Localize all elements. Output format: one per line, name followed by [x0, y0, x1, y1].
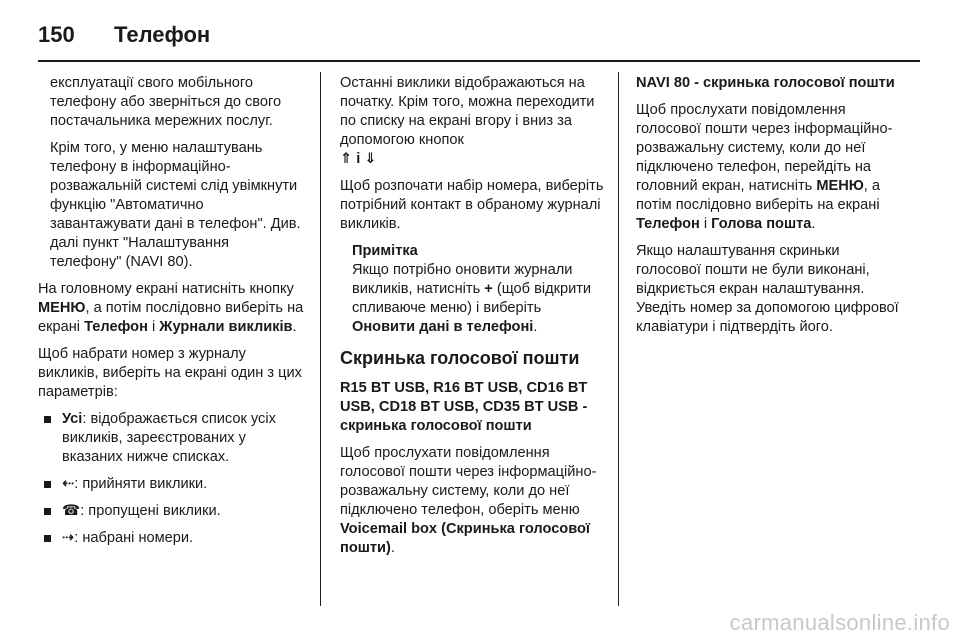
note-box	[340, 242, 606, 337]
list-item-all	[38, 410, 304, 467]
paragraph-continued: експлуатації свого мобільного телефону або зверніться до свого постачальника мережних послуг.	[50, 75, 282, 129]
paragraph-recent-calls	[340, 74, 606, 169]
text-run: (щоб відкрити спливаюче меню) і виберіть	[352, 281, 592, 316]
text-run: і	[147, 319, 160, 335]
note-text	[352, 261, 606, 337]
list-item-received	[38, 475, 304, 494]
text-run: .	[390, 540, 395, 556]
column-1	[38, 74, 304, 556]
text-run: , а потім послідовно виберіть на екрані	[38, 300, 304, 335]
note-title: Примітка	[352, 243, 418, 259]
text-run: Щоб прослухати повідомлення голосової пошти через інформаційно-розважальну систему, коли до неї підключено телефон, оберіть меню	[340, 445, 597, 518]
column-divider-2	[618, 72, 619, 606]
scroll-arrows-icon: ⇑ і ⇓	[340, 151, 377, 167]
text-run: Щоб прослухати повідомлення голосової пошти через інформаційно-розважальну систему, коли до неї підключено телефон, перейдіть на головний екран, натисніть	[636, 102, 893, 194]
paragraph-voicemail-r15	[340, 444, 606, 558]
paragraph-dial-from-log: Щоб набрати номер з журналу викликів, виберіть на екрані один з цих параметрів:	[38, 346, 302, 400]
voicemail-term: Голова пошта	[711, 216, 812, 232]
page-title: Телефон	[114, 22, 211, 47]
paragraph-start-dial: Щоб розпочати набір номера, виберіть потрібний контакт в обраному журналі викликів.	[340, 178, 604, 232]
paragraph-voicemail-setup: Якщо налаштування скриньки голосової пошти не були виконані, відкриється екран налаштування. Уведіть номер за допомогою цифрової клавіатури і підтвердіть його.	[636, 243, 899, 335]
list-item-text: : пропущені виклики.	[80, 503, 221, 519]
missed-call-icon: ☎	[62, 503, 81, 519]
text-run: і	[699, 216, 712, 232]
all-term: Усі	[62, 411, 83, 427]
text-run: .	[811, 216, 816, 232]
page-number: 150	[38, 22, 75, 47]
column-3	[636, 74, 902, 345]
phone-term: Телефон	[636, 216, 700, 232]
menu-term: МЕНЮ	[38, 300, 86, 316]
text-run: , а потім послідовно виберіть на екрані	[636, 178, 881, 213]
header-rule	[38, 60, 920, 62]
text-run: Останні виклики відображаються на початку. Крім того, можна переходити по списку на екрані вгору і вниз за допомогою кнопок	[340, 75, 595, 148]
menu-term: МЕНЮ	[816, 178, 864, 194]
paragraph-auto-download: Крім того, у меню налаштувань телефону в інформаційно-розважальній системі слід увімкнути функцію "Автоматично завантажувати дані в телефон". Див. далі пункт "Налаштування телефону" (NAVI 80).	[50, 140, 301, 270]
update-phone-data-term: Оновити дані в телефоні	[352, 319, 534, 335]
call-log-options-list	[38, 410, 304, 548]
voicemail-box-term: Voicemail box (Скринька голосової пошти)	[340, 521, 591, 556]
list-item-dialed	[38, 529, 304, 548]
phone-term: Телефон	[84, 319, 148, 335]
call-logs-term: Журнали викликів	[159, 319, 293, 335]
list-item-text: : відображається список усіх викликів, зареєстрованих у вказаних нижче списках.	[62, 411, 276, 465]
column-divider-1	[320, 72, 321, 606]
plus-icon: +	[484, 281, 493, 297]
text-run: .	[292, 319, 297, 335]
page-header	[38, 14, 920, 56]
received-call-icon: ⇠	[62, 476, 75, 492]
section-heading-voicemail: Скринька голосової пошти	[340, 348, 580, 368]
paragraph-main-screen	[38, 280, 304, 337]
dialed-call-icon: ⇢	[62, 530, 75, 546]
text-run: Якщо потрібно оновити журнали викликів, натисніть	[352, 262, 573, 297]
watermark: carmanualsonline.info	[729, 610, 950, 635]
paragraph-voicemail-navi80	[636, 101, 902, 234]
column-2	[340, 74, 606, 566]
subheading-r15-models: R15 BT USB, R16 BT USB, CD16 BT USB, CD18 BT USB, CD35 BT USB - скринька голосової пошти	[340, 380, 588, 434]
text-run: На головному екрані натисніть кнопку	[38, 281, 294, 297]
subheading-navi80: NAVI 80 - скринька голосової пошти	[636, 75, 895, 91]
list-item-text: : набрані номери.	[74, 530, 194, 546]
text-run: .	[533, 319, 538, 335]
list-item-text: : прийняти виклики.	[74, 476, 208, 492]
list-item-missed	[38, 502, 304, 521]
